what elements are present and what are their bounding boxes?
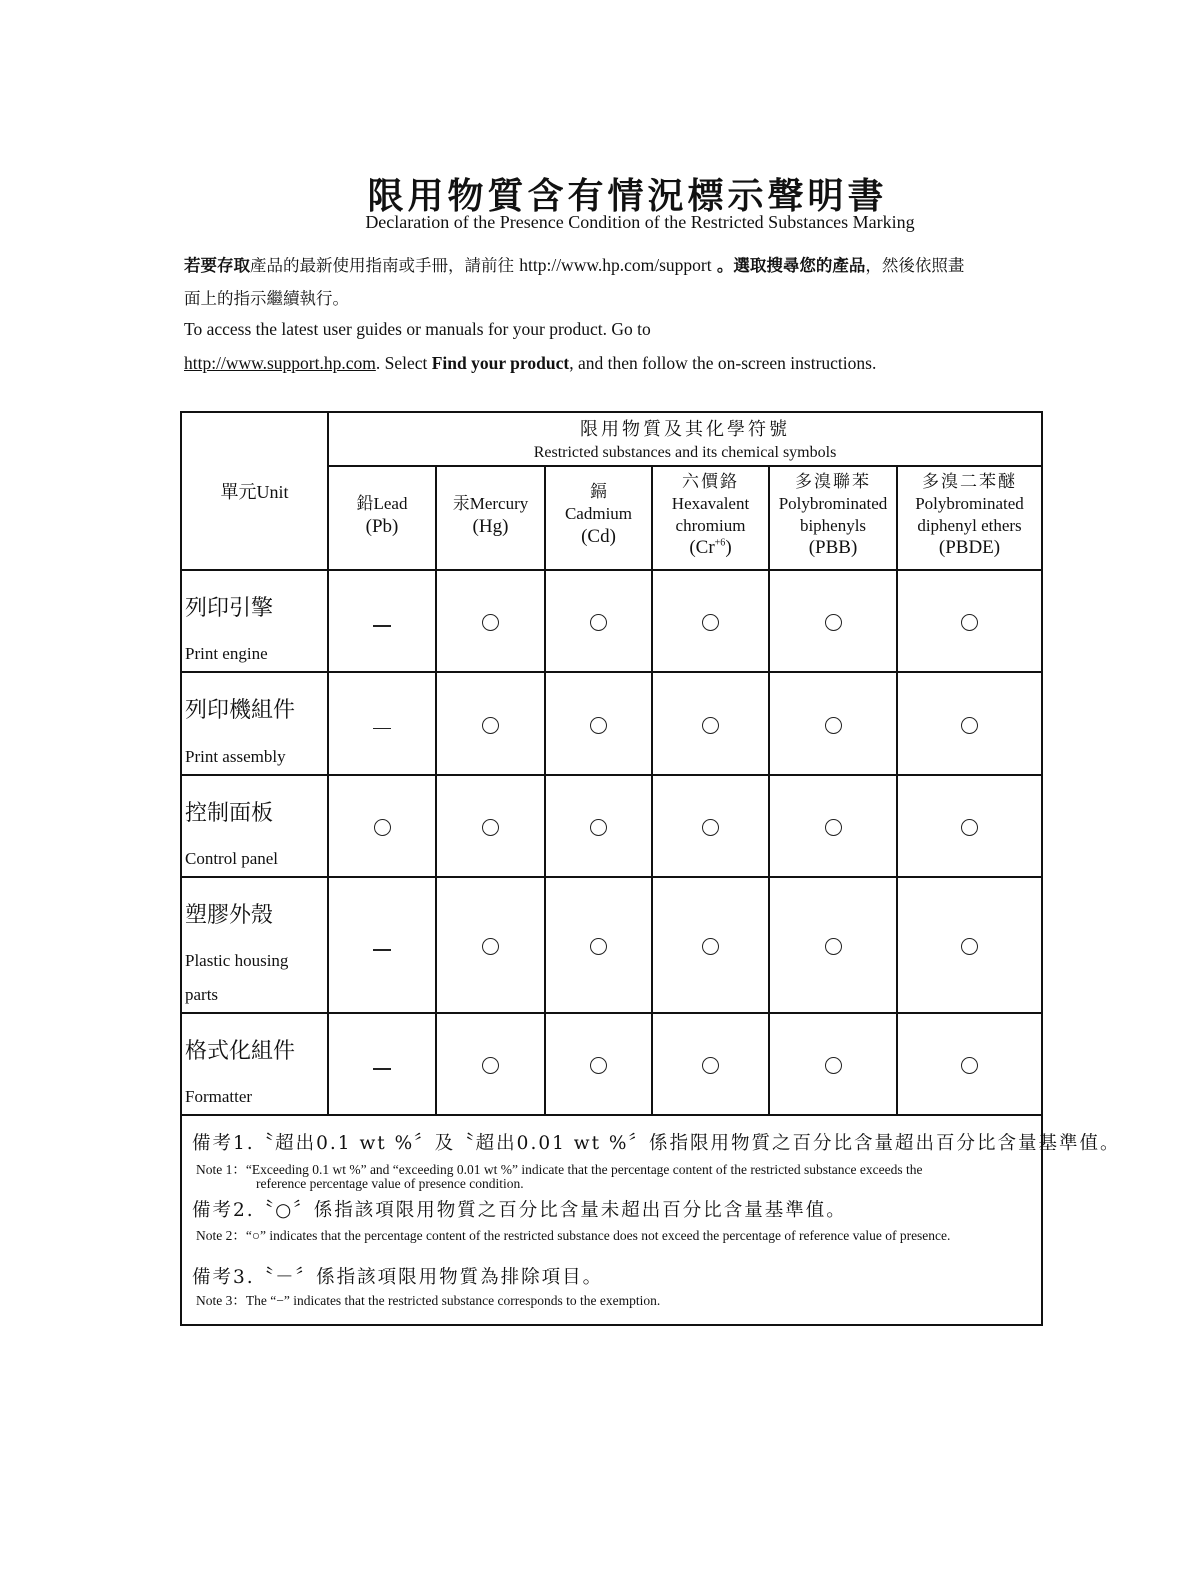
grid-line: [182, 671, 1041, 673]
dash-mark: [329, 714, 435, 734]
intro-en-line2: [184, 353, 876, 374]
grid-line: [182, 1012, 1041, 1014]
grid-line: [435, 465, 437, 1114]
intro-zh-text1: 產品的最新使用指南或手冊，請前往: [250, 256, 514, 275]
col-header-pbb: [770, 471, 896, 560]
circle-icon: [825, 614, 842, 631]
note3-zh: 備考3.〝－〞係指該項限用物質為排除項目。: [192, 1267, 604, 1288]
circle-icon: [702, 1057, 719, 1074]
grid-line: [544, 465, 546, 1114]
intro-zh-text2: ，然後依照畫: [865, 256, 965, 275]
circle-mark: [437, 714, 544, 734]
col-zh: 多溴聯苯: [795, 472, 871, 492]
note2-zh: 備考2.〝○〞係指該項限用物質之百分比含量未超出百分比含量基準值。: [192, 1200, 847, 1221]
circle-mark: [770, 816, 896, 836]
circle-icon: [374, 819, 391, 836]
row-label-en: Formatter: [185, 1087, 253, 1106]
circle-mark: [898, 816, 1041, 836]
col-zh: 汞: [452, 494, 470, 514]
row-label-zh: 塑膠外殼: [185, 903, 274, 928]
col-symbol-sup: +6: [714, 537, 726, 549]
circle-icon: [702, 819, 719, 836]
circle-mark: [770, 611, 896, 631]
col-name1: Hexavalent: [671, 494, 750, 514]
row-label-zh: 列印機組件: [185, 698, 296, 723]
col-zh: 鉛: [356, 494, 374, 514]
support-link[interactable]: http://www.support.hp.com: [184, 353, 376, 373]
circle-mark: [770, 1054, 896, 1074]
note2-en: Note 2：“○” indicates that the percentage content of the restricted substance does not exceed the percentage of reference value of presence.: [196, 1228, 951, 1243]
circle-icon: [590, 938, 607, 955]
circle-mark: [770, 714, 896, 734]
note1-zh: 備考1.〝超出0.1 wt %〞及〝超出0.01 wt %〞係指限用物質之百分比含量超出百分比含量基準值。: [192, 1133, 1121, 1154]
col-name2: biphenyls: [799, 515, 867, 535]
col-header-pbde: [898, 471, 1041, 560]
circle-icon: [961, 614, 978, 631]
circle-icon: [961, 717, 978, 734]
circle-mark: [653, 714, 768, 734]
circle-icon: [482, 614, 499, 631]
dash-icon: [373, 1068, 391, 1070]
col-symbol: [689, 537, 731, 558]
substances-table: [180, 411, 1121, 1326]
col-symbol: (Cd): [581, 525, 616, 547]
col-symbol: (Hg): [472, 516, 509, 538]
circle-icon: [590, 819, 607, 836]
intro-zh-line1: [184, 252, 964, 276]
circle-icon: [825, 1057, 842, 1074]
circle-mark: [898, 611, 1041, 631]
circle-icon: [702, 938, 719, 955]
circle-icon: [702, 614, 719, 631]
circle-mark: [546, 611, 651, 631]
circle-icon: [482, 819, 499, 836]
intro-zh-line2: 面上的指示繼續執行。: [184, 289, 349, 308]
row-label-zh: 格式化組件: [185, 1039, 296, 1064]
intro-zh-url[interactable]: http://www.hp.com/support: [519, 255, 712, 275]
dash-mark: [329, 611, 435, 631]
circle-mark: [898, 935, 1041, 955]
col-header-cadmium: [546, 481, 651, 548]
grid-line: [182, 569, 1041, 571]
grid-line: [182, 1114, 1041, 1116]
circle-mark: [437, 611, 544, 631]
col-name1: Polybrominated: [915, 494, 1024, 514]
col-symbol-end: ): [725, 536, 732, 558]
dash-icon: [373, 949, 391, 951]
circle-icon: [961, 819, 978, 836]
col-name: Cadmium: [564, 504, 633, 524]
circle-mark: [898, 1054, 1041, 1074]
col-symbol: (PBDE): [938, 536, 1001, 558]
unit-header: 單元Unit: [220, 482, 289, 502]
circle-icon: [590, 614, 607, 631]
col-header-chromium: [653, 471, 768, 560]
page-title-en: Declaration of the Presence Condition of the Restricted Substances Marking: [365, 212, 915, 232]
intro-en-text1: . Select: [375, 353, 432, 373]
circle-mark: [653, 816, 768, 836]
col-header-mercury: [437, 493, 544, 539]
circle-icon: [482, 938, 499, 955]
col-name1: Polybrominated: [778, 494, 888, 514]
intro-en-bold: Find your product: [431, 353, 570, 373]
col-name: Lead: [373, 494, 408, 513]
intro-zh-bold1: 若要存取: [184, 256, 250, 275]
circle-mark: [770, 935, 896, 955]
dash-mark: [329, 935, 435, 955]
circle-mark: [653, 935, 768, 955]
note1-en-b: reference percentage value of presence condition.: [256, 1176, 524, 1191]
col-symbol-base: (Cr: [689, 536, 715, 558]
row-label-zh: 列印引擎: [185, 596, 274, 621]
circle-icon: [482, 1057, 499, 1074]
grid-line: [896, 465, 898, 1114]
row-label-en: Control panel: [185, 849, 279, 868]
circle-mark: [546, 1054, 651, 1074]
circle-mark: [653, 611, 768, 631]
dash-mark: [329, 1054, 435, 1074]
group-header-en: Restricted substances and its chemical symbols: [533, 444, 837, 461]
intro-zh-bold2: 。選取搜尋您的產品: [716, 256, 866, 275]
col-name2: chromium: [675, 515, 746, 535]
grid-line: [182, 774, 1041, 776]
circle-icon: [825, 938, 842, 955]
circle-mark: [546, 816, 651, 836]
circle-mark: [546, 714, 651, 734]
circle-mark: [546, 935, 651, 955]
grid-line: [768, 465, 770, 1114]
intro-en-text2: , and then follow the on-screen instructions.: [569, 353, 877, 373]
col-name: Mercury: [469, 494, 529, 513]
row-label-en: parts: [185, 985, 219, 1004]
circle-mark: [329, 816, 435, 836]
circle-icon: [702, 717, 719, 734]
circle-icon: [825, 717, 842, 734]
row-label-en: Print engine: [185, 644, 268, 663]
col-symbol: (PBB): [808, 536, 858, 558]
group-header-zh: 限用物質及其化學符號: [580, 419, 790, 440]
row-label-en: Plastic housing: [185, 951, 289, 970]
circle-icon: [825, 819, 842, 836]
circle-icon: [961, 1057, 978, 1074]
dash-icon: [373, 625, 391, 627]
col-header-lead: [329, 493, 435, 539]
circle-icon: [590, 717, 607, 734]
col-name2: diphenyl ethers: [917, 515, 1022, 535]
col-zh: 鎘: [590, 482, 607, 502]
circle-icon: [482, 717, 499, 734]
intro-en-line1: To access the latest user guides or manuals for your product. Go to: [184, 319, 651, 339]
note1-en-a: Note 1：“Exceeding 0.1 wt %” and “exceeding 0.01 wt %” indicate that the percentage content of the restricted substance exceeds the: [196, 1162, 923, 1177]
circle-icon: [590, 1057, 607, 1074]
circle-mark: [437, 935, 544, 955]
circle-mark: [653, 1054, 768, 1074]
col-zh: 六價鉻: [682, 472, 739, 492]
circle-icon: [961, 938, 978, 955]
col-zh: 多溴二苯醚: [922, 472, 1017, 492]
note3-en: Note 3：The “−” indicates that the restricted substance corresponds to the exemption.: [196, 1293, 661, 1308]
circle-mark: [437, 816, 544, 836]
row-label-en: Print assembly: [185, 747, 286, 766]
circle-mark: [898, 714, 1041, 734]
grid-line: [182, 876, 1041, 878]
circle-mark: [437, 1054, 544, 1074]
grid-line: [651, 465, 653, 1114]
page-title-zh: 限用物質含有情況標示聲明書: [367, 175, 888, 217]
dash-icon: [373, 728, 391, 730]
col-symbol: (Pb): [365, 516, 399, 538]
row-label-zh: 控制面板: [185, 801, 274, 826]
